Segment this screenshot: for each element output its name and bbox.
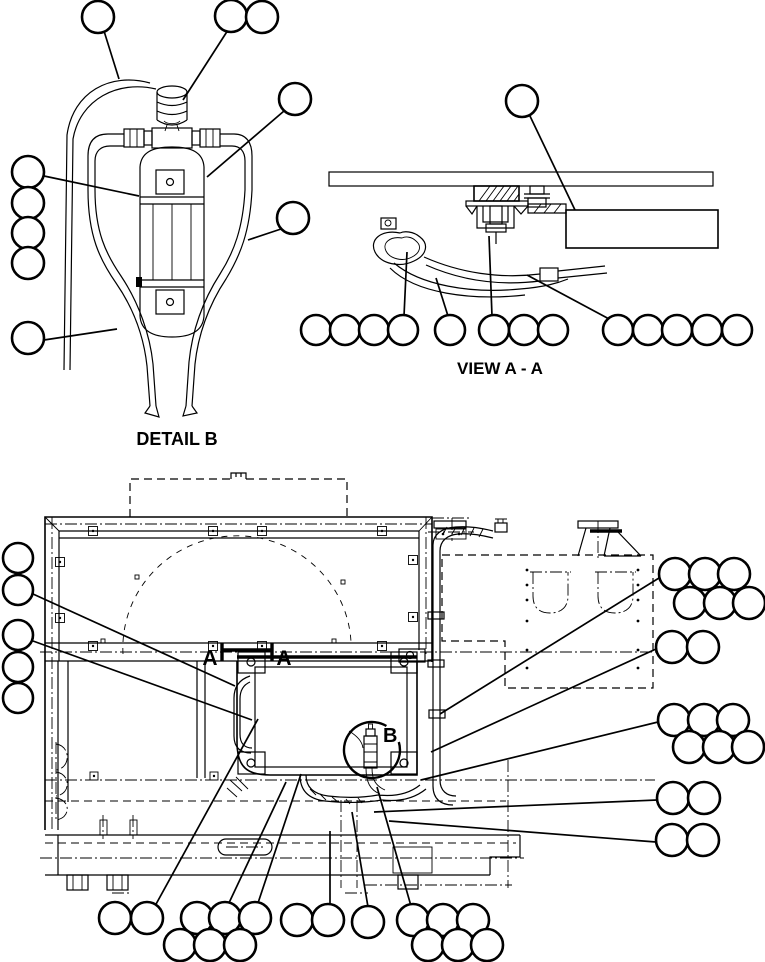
lower-rails-and-band xyxy=(40,760,655,890)
callout-balloon xyxy=(687,824,719,856)
leader-line xyxy=(44,176,139,196)
callout-balloon xyxy=(12,156,44,188)
callout-balloon xyxy=(479,315,509,345)
callout-balloon xyxy=(659,558,691,590)
callout-balloon xyxy=(12,187,44,219)
callout-balloon xyxy=(718,558,750,590)
leader-line xyxy=(431,649,656,752)
callout-balloon xyxy=(3,543,33,573)
callout-balloon xyxy=(674,587,706,619)
callout-balloon xyxy=(3,683,33,713)
long-outer-hose xyxy=(64,80,156,370)
callout-balloon xyxy=(689,558,721,590)
callout-balloon xyxy=(733,587,765,619)
callout-balloon xyxy=(12,217,44,249)
left-compartment xyxy=(56,661,218,830)
callout-balloon xyxy=(359,315,389,345)
mount-bracket xyxy=(466,201,566,244)
detail-b-figure xyxy=(64,80,252,449)
leader-line xyxy=(155,719,258,906)
leader-line xyxy=(377,787,411,906)
callout-balloons xyxy=(3,0,765,961)
leader-line xyxy=(248,229,281,240)
callout-balloon xyxy=(732,731,764,763)
callout-balloon xyxy=(215,0,247,32)
callout-balloon xyxy=(509,315,539,345)
right-hose xyxy=(183,134,252,416)
leader-line xyxy=(44,329,117,340)
leader-line xyxy=(389,821,656,842)
fitting-assembly xyxy=(124,128,220,148)
view-aa-label: VIEW A - A xyxy=(457,359,543,378)
callout-balloon xyxy=(435,315,465,345)
plan-view-figure xyxy=(40,473,658,893)
callout-balloon xyxy=(3,575,33,605)
callout-balloon xyxy=(312,904,344,936)
callout-balloon xyxy=(281,904,313,936)
leader-line xyxy=(527,275,611,320)
callout-balloon xyxy=(442,929,474,961)
leader-line xyxy=(257,774,301,906)
leader-line xyxy=(440,578,659,714)
callout-balloon xyxy=(82,1,114,33)
callout-balloon xyxy=(12,247,44,279)
bolt-pads xyxy=(56,527,418,651)
callout-balloon xyxy=(692,315,722,345)
leader-line xyxy=(183,30,228,100)
hatched-block xyxy=(474,186,519,201)
support-arm xyxy=(566,210,718,248)
callout-balloon xyxy=(330,315,360,345)
callout-balloon xyxy=(164,929,196,961)
section-letter-right: A xyxy=(276,647,292,670)
callout-balloon xyxy=(673,731,705,763)
callout-balloon xyxy=(656,824,688,856)
panel-top-brackets xyxy=(428,518,641,558)
callout-balloon xyxy=(99,902,131,934)
callout-balloon xyxy=(131,902,163,934)
callout-balloon xyxy=(12,322,44,354)
callout-balloon xyxy=(703,731,735,763)
callout-balloon xyxy=(3,652,33,682)
leader-line xyxy=(421,722,658,780)
callout-balloon xyxy=(352,906,384,938)
callout-balloon xyxy=(301,315,331,345)
leader-line xyxy=(404,252,407,316)
callout-balloon xyxy=(194,929,226,961)
top-plate xyxy=(329,172,713,186)
callout-balloon xyxy=(603,315,633,345)
callout-balloon xyxy=(246,1,278,33)
left-hose xyxy=(88,134,159,417)
callout-balloon xyxy=(412,929,444,961)
leader-line xyxy=(529,114,575,210)
receiver-drier-tank xyxy=(136,147,204,337)
callout-balloon xyxy=(662,315,692,345)
callout-balloon xyxy=(656,631,688,663)
callout-balloon xyxy=(687,631,719,663)
leader-line xyxy=(33,641,252,720)
callout-balloon xyxy=(538,315,568,345)
callout-balloon xyxy=(657,782,689,814)
hood-outline xyxy=(130,473,347,517)
door-swing-arc xyxy=(123,536,351,654)
callout-balloon xyxy=(722,315,752,345)
mid-rail xyxy=(40,643,658,662)
callout-balloon xyxy=(633,315,663,345)
callout-balloon xyxy=(277,202,309,234)
callout-balloon xyxy=(704,587,736,619)
leader-line xyxy=(436,278,448,316)
section-letter-left: A xyxy=(202,647,218,670)
side-panel xyxy=(442,555,653,688)
callout-balloon xyxy=(279,83,311,115)
view-aa-figure xyxy=(329,172,718,378)
callout-balloon xyxy=(506,85,538,117)
callout-balloon xyxy=(471,929,503,961)
callout-balloon xyxy=(224,929,256,961)
leader-line xyxy=(374,800,657,812)
callout-balloon xyxy=(688,782,720,814)
callout-balloon xyxy=(388,315,418,345)
drier-top-port xyxy=(157,86,187,131)
leader-line xyxy=(33,594,235,686)
detail-b-label: DETAIL B xyxy=(136,429,218,449)
leader-line xyxy=(104,31,119,79)
callout-balloon xyxy=(3,620,33,650)
leader-line xyxy=(489,236,492,316)
detail-b-letter: B xyxy=(383,725,398,747)
